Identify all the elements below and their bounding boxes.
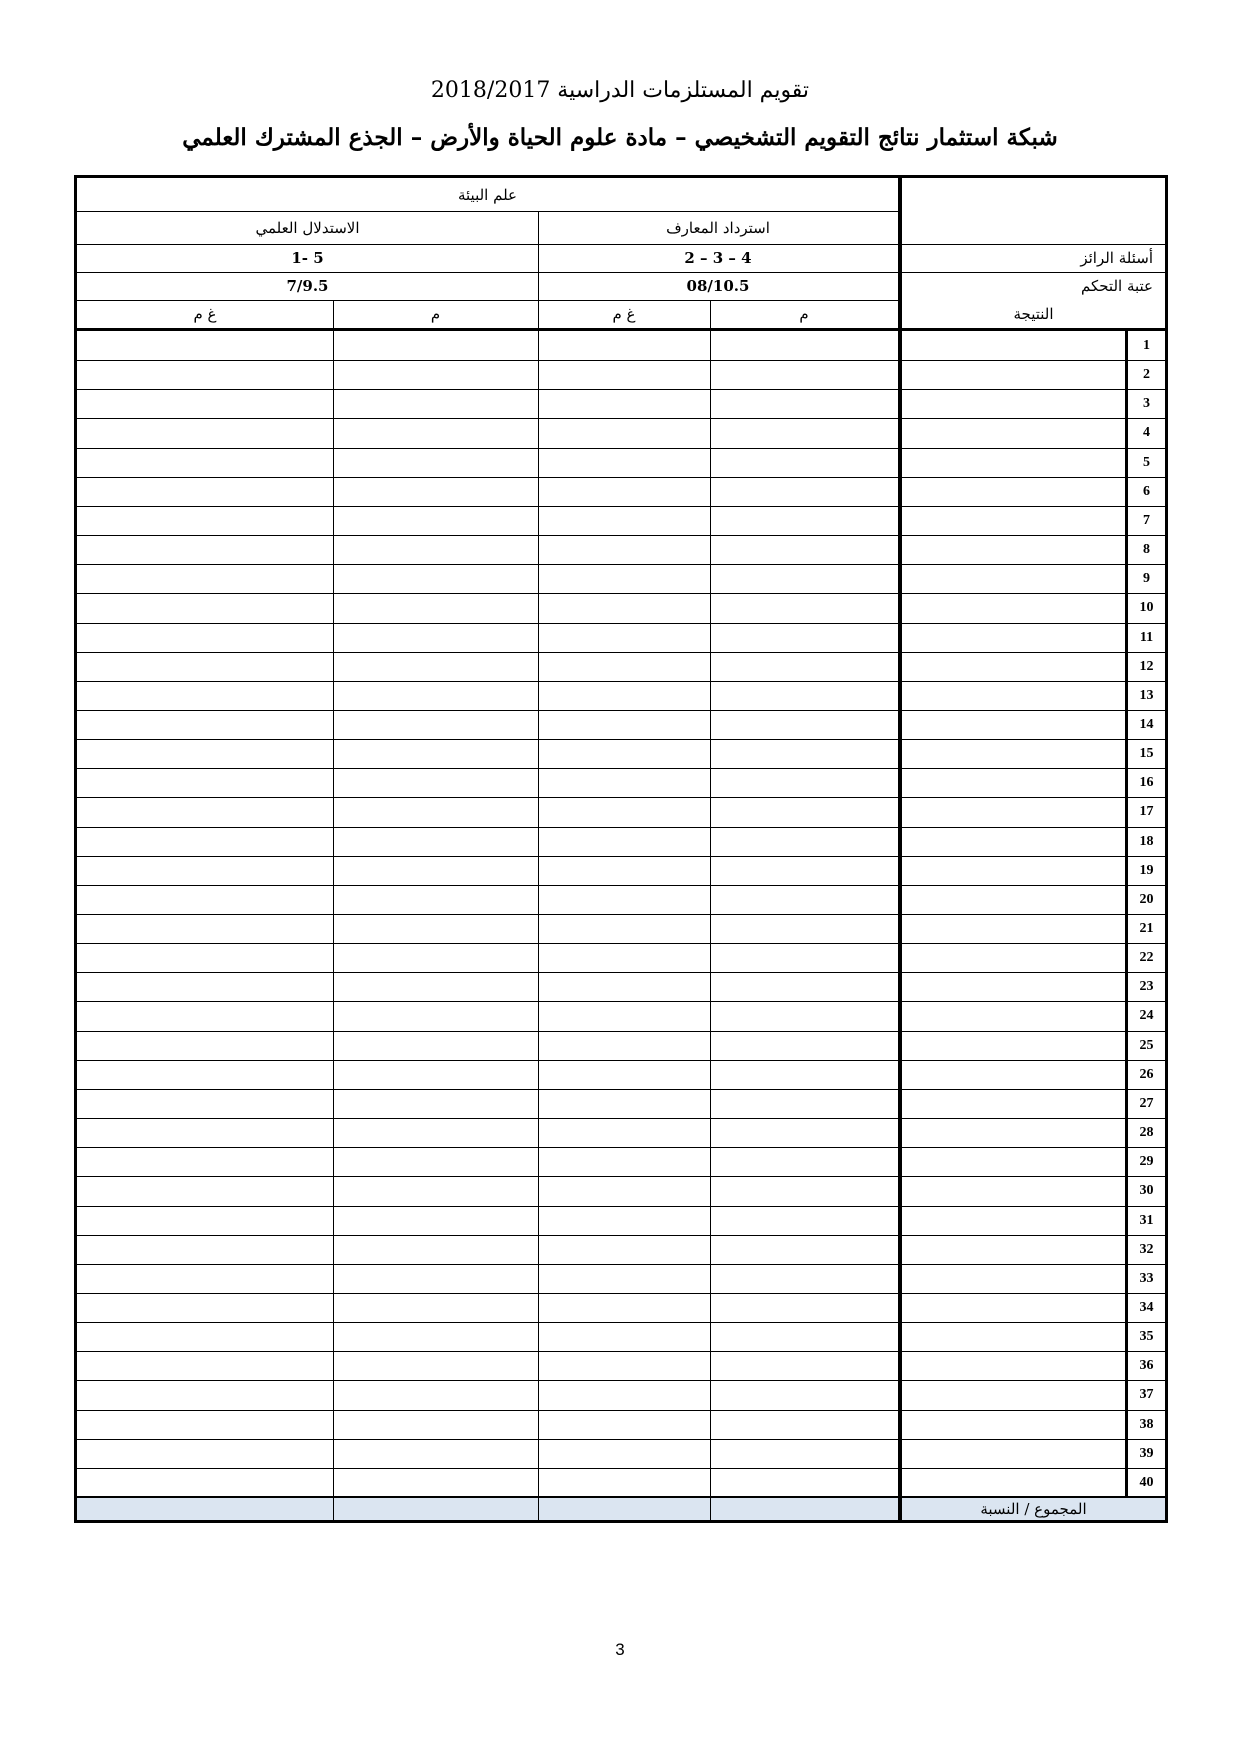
row-number: 23 [1139,978,1154,994]
grid-hline [77,768,898,769]
col-mastered-reasoning: م [430,305,441,323]
grid-hline [77,1206,898,1207]
grid-hline [77,885,898,886]
grid-hline [77,681,898,682]
grid-vline [333,300,334,1520]
row-number: 17 [1139,803,1154,819]
competency-header-reasoning: الاستدلال العلمي [255,218,360,237]
grid-hline [77,623,898,624]
row-number: 14 [1139,716,1154,732]
results-grid-table [74,175,1168,1523]
grid-hline [77,1089,898,1090]
col-not-mastered-reasoning: غ م [193,305,217,323]
row-number: 4 [1143,424,1150,440]
row-number: 35 [1139,1328,1154,1344]
grid-hline [77,1380,898,1381]
row-number: 6 [1143,483,1150,499]
row-number: 34 [1139,1299,1154,1315]
grid-hline-thick [77,328,898,331]
total-label: المجموع / النسبة [980,1499,1087,1518]
grid-hline [77,710,898,711]
row-number: 40 [1139,1474,1154,1490]
grid-hline [77,244,898,245]
grid-hline [77,943,898,944]
row-number: 24 [1139,1007,1154,1023]
grid-hline [77,300,898,301]
row-number: 27 [1139,1095,1154,1111]
questions-recall: 2 – 3 – 4 [684,249,752,267]
grid-hline [77,1118,898,1119]
grid-hline [77,477,898,478]
grid-hline [77,1060,898,1061]
grid-hline [77,972,898,973]
grid-hline [77,1264,898,1265]
row-number: 3 [1143,395,1150,411]
grid-hline [77,652,898,653]
grid-hline [77,797,898,798]
grid-hline [77,593,898,594]
grid-hline [77,739,898,740]
competency-header-recall: استرداد المعارف [666,218,770,237]
grid-hline [77,1031,898,1032]
row-number: 32 [1139,1241,1154,1257]
row-number: 1 [1143,337,1150,353]
grid-hline [77,827,898,828]
row-number: 7 [1143,512,1150,528]
row-number: 18 [1139,833,1154,849]
threshold-label: عتبة التحكم [1080,277,1153,295]
page-number: 3 [615,1640,625,1659]
grid-hline [77,448,898,449]
grid-vline [538,211,539,1520]
row-number: 9 [1143,570,1150,586]
grid-hline [77,1322,898,1323]
threshold-reasoning: 7/9.5 [286,277,329,295]
page-title: تقويم المستلزمات الدراسية 2018/2017 [430,78,810,103]
col-mastered-recall: م [799,305,809,323]
row-number: 16 [1139,774,1154,790]
row-number: 39 [1139,1445,1154,1461]
threshold-recall: 08/10.5 [686,277,750,295]
grid-hline [77,856,898,857]
result-label: النتيجة [1013,305,1054,323]
separator-line [898,178,902,1520]
grid-hline [77,272,898,273]
row-number: 28 [1139,1124,1154,1140]
row-number: 36 [1139,1357,1154,1373]
questions-reasoning: 1- 5 [291,249,324,267]
grid-hline [77,1439,898,1440]
row-number: 10 [1139,599,1154,615]
row-number: 31 [1139,1212,1154,1228]
grid-hline [77,914,898,915]
grid-hline [77,360,898,361]
row-number: 22 [1139,949,1154,965]
row-number: 37 [1139,1386,1154,1402]
grid-hline [902,244,1165,245]
grid-hline [77,1147,898,1148]
row-number: 20 [1139,891,1154,907]
row-number: 30 [1139,1182,1154,1198]
row-number: 5 [1143,454,1150,470]
row-number: 38 [1139,1416,1154,1432]
page-subtitle: شبكة استثمار نتائج التقويم التشخيصي – مادة علوم الحياة والأرض – الجذع المشترك العلمي [182,124,1058,151]
grid-hline [77,1176,898,1177]
row-number: 15 [1139,745,1154,761]
row-number: 11 [1139,629,1154,645]
row-number: 19 [1139,862,1154,878]
grid-vline [710,300,711,1520]
row-number: 25 [1139,1037,1154,1053]
row-number: 13 [1139,687,1154,703]
grid-hline [77,1293,898,1294]
domain-header: علم البيئة [457,185,518,204]
grid-hline [77,418,898,419]
grid-hline [902,1497,1165,1498]
col-not-mastered-recall: غ م [612,305,636,323]
grid-hline [77,564,898,565]
grid-hline [77,1235,898,1236]
row-number: 29 [1139,1153,1154,1169]
grid-hline [77,506,898,507]
grid-hline [77,211,898,212]
grid-hline [77,1001,898,1002]
row-number: 21 [1139,920,1154,936]
row-number: 8 [1143,541,1150,557]
grid-hline [77,1351,898,1352]
grid-hline [77,1410,898,1411]
grid-hline [77,1496,1165,1497]
questions-label: أسئلة الرائز [1080,249,1153,267]
grid-hline [902,272,1165,273]
grid-hline [77,1497,898,1498]
row-number: 33 [1139,1270,1154,1286]
grid-hline [77,389,898,390]
row-number: 12 [1139,658,1154,674]
grid-hline [77,535,898,536]
row-number: 2 [1143,366,1150,382]
grid-hline [77,1468,898,1469]
row-number: 26 [1139,1066,1154,1082]
